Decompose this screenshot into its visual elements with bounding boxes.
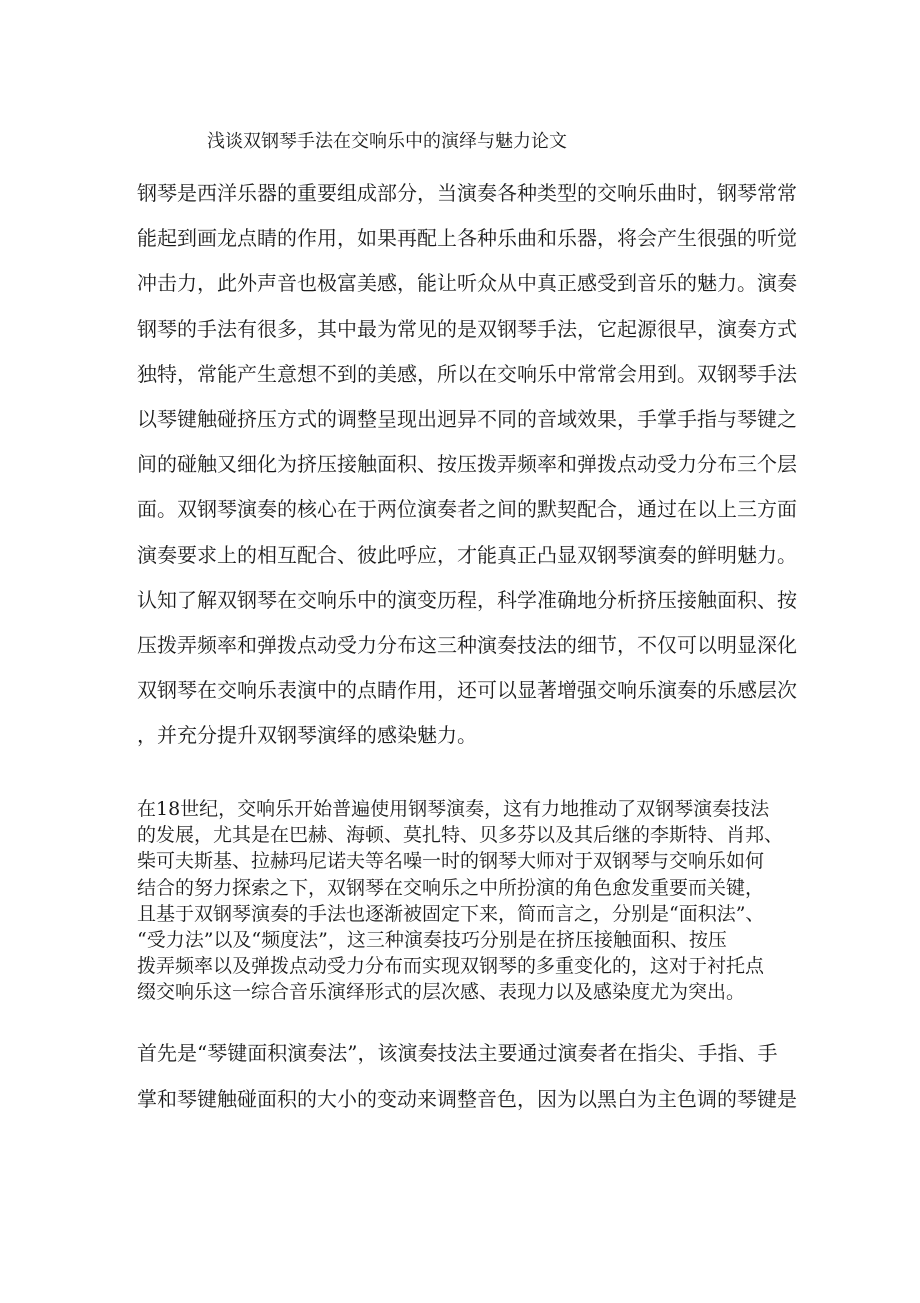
text-line: ，并充分提升双钢琴演绎的感染魅力。: [137, 723, 477, 748]
text-line: 在18世纪，交响乐开始普遍使用钢琴演奏，这有力地推动了双钢琴演奏技法: [137, 798, 770, 820]
text-line: 钢琴的手法有很多，其中最为常见的是双钢琴手法，它起源很早，演奏方式: [137, 316, 797, 341]
text-line: 首先是“琴键面积演奏法”，该演奏技法主要通过演奏者在指尖、手指、手: [137, 1041, 778, 1065]
text-line: 结合的努力探索之下，双钢琴在交响乐之中所扮演的角色愈发重要而关键，: [137, 876, 765, 899]
text-line: 拨弄频率以及弹拨点动受力分布而实现双钢琴的多重变化的，这对于衬托点: [137, 955, 765, 978]
text-line: 缀交响乐这一综合音乐演绎形式的层次感、表现力以及感染度尤为突出。: [137, 981, 746, 1004]
text-line: 面。双钢琴演奏的核心在于两位演奏者之间的默契配合，通过在以上三方面: [137, 497, 797, 522]
paragraph-history: [137, 796, 787, 1006]
text-line: 双钢琴在交响乐表演中的点睛作用，还可以显著增强交响乐演奏的乐感层次: [137, 678, 797, 703]
text-line: 能起到画龙点睛的作用，如果再配上各种乐曲和乐器，将会产生很强的听觉: [137, 226, 797, 251]
paragraph-intro: [137, 171, 797, 758]
text-line: 钢琴是西洋乐器的重要组成部分，当演奏各种类型的交响乐曲时，钢琴常常: [137, 181, 797, 205]
text-line: 压拨弄频率和弹拨点动受力分布这三种演奏技法的细节，不仅可以明显深化: [137, 632, 797, 657]
text-line: 认知了解双钢琴在交响乐中的演变历程，科学准确地分析挤压接触面积、按: [137, 587, 797, 612]
text-line: 间的碰触又细化为挤压接触面积、按压拨弄频率和弹拨点动受力分布三个层: [137, 452, 797, 477]
text-line: 柴可夫斯基、拉赫玛尼诺夫等名噪一时的钢琴大师对于双钢琴与交响乐如何: [137, 850, 765, 873]
text-line: 的发展，尤其是在巴赫、海顿、莫扎特、贝多芬以及其后继的李斯特、肖邦、: [137, 824, 784, 847]
text-line: 演奏要求上的相互配合、彼此呼应，才能真正凸显双钢琴演奏的鲜明魅力。: [137, 542, 797, 567]
text-line: 且基于双钢琴演奏的手法也逐渐被固定下来，简而言之，分别是“面积法”、: [137, 902, 765, 925]
document-title: 浅谈双钢琴手法在交响乐中的演绎与魅力论文: [207, 131, 567, 152]
text-line: 独特，常能产生意想不到的美感，所以在交响乐中常常会用到。双钢琴手法: [137, 361, 797, 386]
text-line: 以琴键触碰挤压方式的调整呈现出迥异不同的音域效果，手掌手指与琴键之: [137, 406, 797, 431]
text-line: “受力法”以及“频度法”，这三种演奏技巧分别是在挤压接触面积、按压: [137, 928, 727, 951]
paragraph-technique: [137, 1030, 797, 1122]
text-line: 掌和琴键触碰面积的大小的变动来调整音色，因为以黑白为主色调的琴键是: [137, 1087, 797, 1111]
text-line: 冲击力，此外声音也极富美感，能让听众从中真正感受到音乐的魅力。演奏: [137, 271, 797, 296]
